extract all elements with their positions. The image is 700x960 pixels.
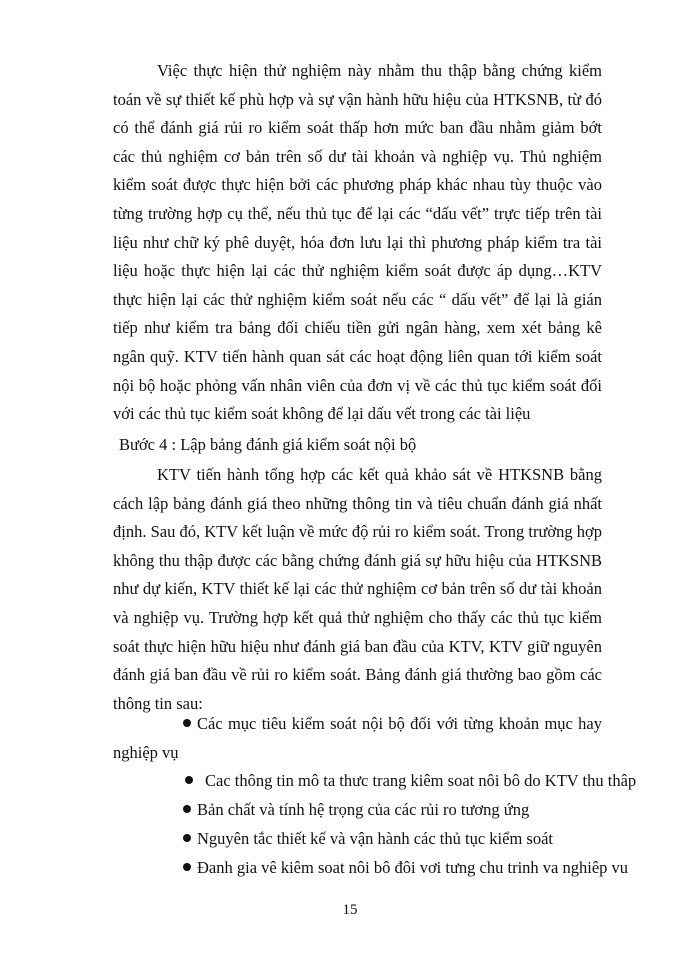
step-heading: Bước 4 : Lập bảng đánh giá kiểm soát nội bộ: [119, 435, 417, 454]
bullet-item: [113, 710, 602, 767]
bullet-item: [183, 854, 628, 883]
body-paragraph: Việc thực hiện thử nghiệm này nhằm thu thập bằng chứng kiểm toán về sự thiết kế phù hợp và sự vận hành hữu hiệu của HTKSNB, từ đó có thể đánh giá rủi ro kiểm soát thấp hơn mức ban đầu nhằm giảm bớt các thủ nghiệm cơ bản trên số dư tài khoản và nghiệp vụ. Thủ nghiệm kiểm soát được thực hiện bởi các phương pháp khác nhau tùy thuộc vào từng trường hợp cụ thể, nếu thủ tục để lại các “dấu vết” trực tiếp trên tài liệu như chữ ký phê duyệt, hóa đơn lưu lại thì phương pháp kiểm tra tài liệu hoặc thực hiện lại các thử nghiệm kiểm soát được áp dụng…KTV thực hiện lại các thử nghiệm kiểm soát nếu các “ dấu vết” để lại là gián tiếp như kiểm tra bảng đối chiếu tiền gửi ngân hàng, xem xét bảng kê ngân quỹ. KTV tiến hành quan sát các hoạt động liên quan tới kiểm soát nội bộ hoặc phỏng vấn nhân viên của đơn vị về các thủ tục kiểm soát đối với các thủ tục kiểm soát không để lại dấu vết trong các tài liệu: [113, 61, 602, 424]
page-number: 15: [342, 902, 358, 918]
bullet-item: [183, 796, 529, 825]
bullet-item: [185, 767, 636, 796]
bullet-icon: [185, 776, 193, 784]
bullet-text: Đanh gia vê kiêm soat nôi bô đôi vơi tưng chu trinh va nghiêp vu: [197, 858, 629, 877]
body-paragraph: KTV tiến hành tổng hợp các kết quả khảo sát về HTKSNB bằng cách lập bảng đánh giá theo những thông tin và tiêu chuẩn đánh giá nhất định. Sau đó, KTV kết luận về mức độ rủi ro kiểm soát. Trong trường hợp không thu thập được các bằng chứng đánh giá sự hữu hiệu của HTKSNB như dự kiến, KTV thiết kế lại các thử nghiệm cơ bản trên số dư tài khoản và nghiệp vụ. Trường hợp kết quả thử nghiệm cho thấy các thủ tục kiểm soát thực hiện hữu hiệu như đánh giá ban đầu của KTV, KTV giữ nguyên đánh giá ban đầu về rủi ro kiểm soát. Bảng đánh giá thường bao gồm các thông tin sau:: [113, 465, 602, 713]
bullet-item: [183, 825, 553, 854]
bullet-icon: [183, 834, 191, 842]
bullet-text: Bản chất và tính hệ trọng của các rủi ro tương ứng: [197, 800, 530, 819]
bullet-icon: [183, 719, 191, 727]
bullet-text: Cac thông tin mô ta thưc trang kiêm soat nôi bô do KTV thu thâp: [205, 771, 637, 790]
bullet-text: Nguyên tắc thiết kế và vận hành các thủ tục kiểm soát: [197, 829, 553, 848]
bullet-icon: [183, 863, 191, 871]
bullet-text: Các mục tiêu kiểm soát nội bộ đối với từng khoản mục hay nghiệp vụ: [113, 714, 602, 762]
bullet-icon: [183, 805, 191, 813]
